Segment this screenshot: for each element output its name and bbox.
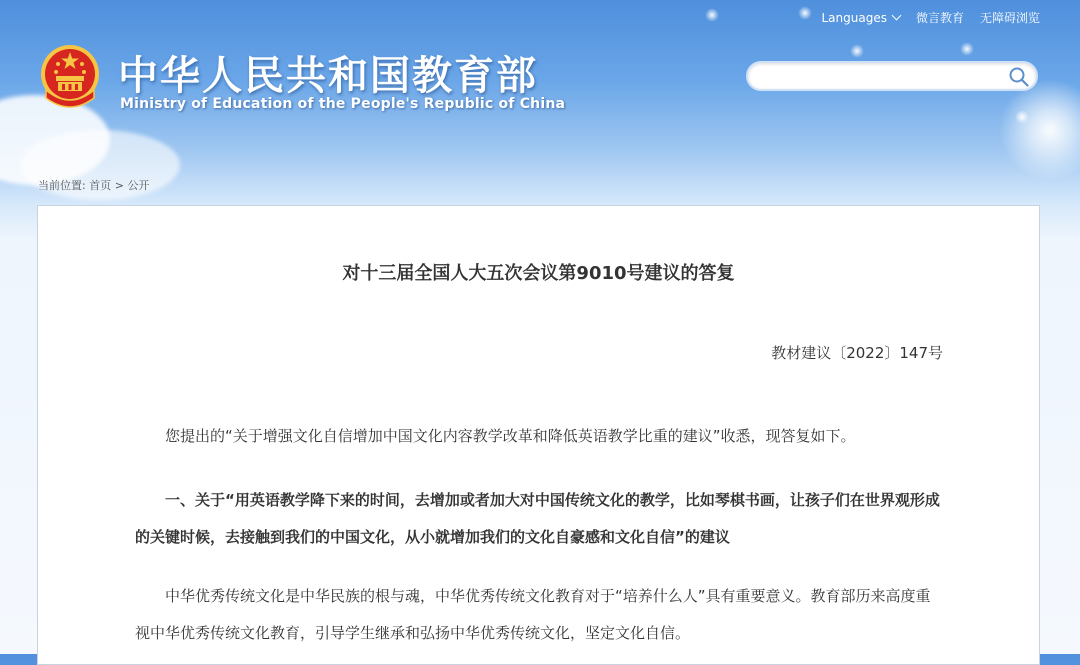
languages-label: Languages (821, 10, 887, 25)
article-heading-paragraph: 一、关于“用英语教学降下来的时间，去增加或者加大对中国传统文化的教学，比如琴棋书画，让孩子们在世界观形成的关键时候，去接触到我们的中国文化，从小就增加我们的文化自豪感和文化自信”的建议 (135, 491, 940, 546)
breadcrumb-home-link[interactable]: 首页 (89, 179, 112, 192)
seed-decoration (1015, 110, 1029, 124)
top-links (821, 9, 1040, 26)
chevron-down-icon (892, 11, 902, 21)
seed-decoration (798, 6, 812, 20)
national-emblem-icon[interactable] (38, 44, 102, 112)
article-paragraph: 中华优秀传统文化是中华民族的根与魂，中华优秀传统文化教育对于“培养什么人”具有重要意义。教育部历来高度重视中华优秀传统文化教育，引导学生继承和弘扬中华优秀传统文化，坚定文化自信。 (135, 587, 931, 642)
seed-decoration (960, 42, 974, 56)
breadcrumb-prefix: 当前位置: (38, 179, 86, 192)
site-title-en: Ministry of Education of the People's Republic of China (120, 96, 566, 112)
seed-decoration (705, 8, 719, 22)
breadcrumb-current-link[interactable]: 公开 (127, 179, 150, 192)
article-title: 对十三届全国人大五次会议第9010号建议的答复 (342, 263, 735, 284)
search-box (746, 61, 1038, 91)
accessibility-link[interactable]: 无障碍浏览 (979, 11, 1040, 25)
weixin-link[interactable]: 微言教育 (915, 11, 964, 25)
seed-decoration (850, 44, 864, 58)
languages-dropdown[interactable] (821, 11, 899, 25)
site-title-cn[interactable]: 中华人民共和国教育部 (118, 52, 538, 99)
breadcrumb (38, 177, 149, 193)
search-icon[interactable] (1008, 66, 1030, 88)
breadcrumb-separator: > (114, 179, 124, 192)
document-number: 教材建议〔2022〕147号 (771, 344, 943, 362)
search-input[interactable] (760, 63, 1014, 91)
article-paragraph: 您提出的“关于增强文化自信增加中国文化内容教学改革和降低英语教学比重的建议”收悉，现答复如下。 (165, 427, 856, 445)
